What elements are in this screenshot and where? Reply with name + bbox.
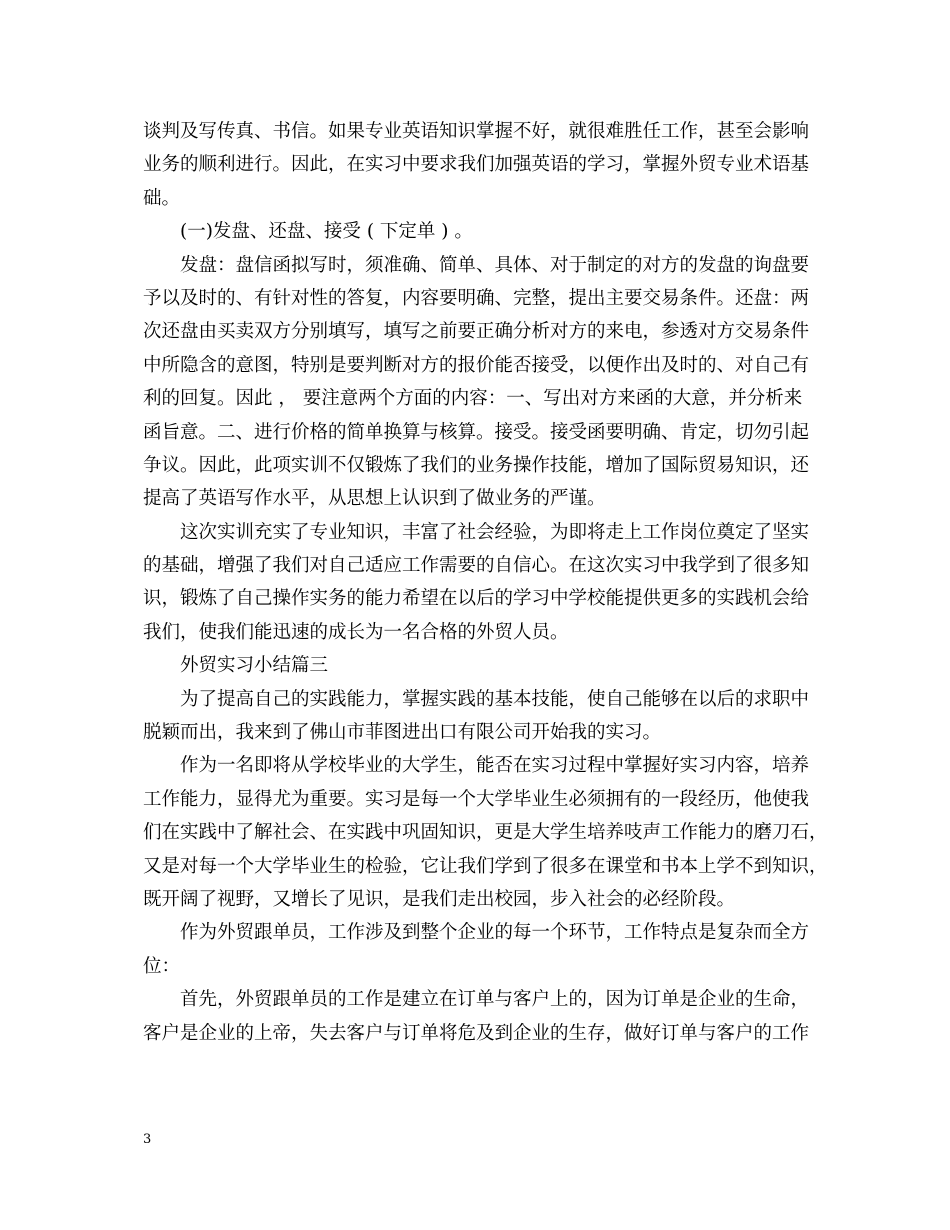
document-body	[143, 115, 828, 1050]
page-number: 3	[143, 1132, 152, 1147]
text-line: 中所隐含的意图，特别是要判断对方的报价能否接受，以便作出及时的、对自己有	[143, 354, 810, 376]
text-line: 首先，外贸跟单员的工作是建立在订单与客户上的，因为订单是企业的生命，	[180, 989, 810, 1011]
text-line: 这次实训充实了专业知识，丰富了社会经验，为即将走上工作岗位奠定了坚实	[180, 521, 810, 543]
text-line: 提高了英语写作水平，从思想上认识到了做业务的严谨。	[143, 488, 606, 510]
text-line: 作为外贸跟单员，工作涉及到整个企业的每一个环节，工作特点是复杂而全方	[180, 922, 810, 944]
text-line: 发盘：盘信函拟写时，须准确、简单、具体、对于制定的对方的发盘的询盘要	[180, 254, 810, 276]
text-line: 础。	[143, 187, 181, 209]
text-line: 争议。因此，此项实训不仅锻炼了我们的业务操作技能，增加了国际贸易知识，还	[143, 454, 810, 476]
text-line: 外贸实习小结篇三	[180, 655, 329, 677]
text-line: 谈判及写传真、书信。如果专业英语知识掌握不好，就很难胜任工作，甚至会影响	[143, 121, 810, 142]
text-line: 又是对每一个大学毕业生的检验，它让我们学到了很多在课堂和书本上学不到知识，	[143, 855, 828, 877]
text-line: 工作能力，显得尤为重要。实习是每一个大学毕业生必须拥有的一段经历，他使我	[143, 788, 810, 810]
text-line: 的基础，增强了我们对自己适应工作需要的自信心。在这次实习中我学到了很多知	[143, 555, 810, 577]
text-line: 业务的顺利进行。因此，在实习中要求我们加强英语的学习，掌握外贸专业术语基	[143, 154, 810, 176]
text-line: 我们，使我们能迅速的成长为一名合格的外贸人员。	[143, 621, 569, 643]
text-line: 予以及时的、有针对性的答复，内容要明确、完整，提出主要交易条件。还盘：两	[143, 287, 810, 309]
text-line: 们在实践中了解社会、在实践中巩固知识，更是大学生培养吱声工作能力的磨刀石，	[143, 822, 828, 844]
text-line: 函旨意。二、进行价格的简单换算与核算。接受。接受函要明确、肯定，切勿引起	[143, 421, 810, 443]
text-line: 识，锻炼了自己操作实务的能力希望在以后的学习中学校能提供更多的实践机会给	[143, 588, 810, 610]
text-line: 为了提高自己的实践能力，掌握实践的基本技能，使自己能够在以后的求职中	[180, 688, 810, 710]
text-line: 位：	[143, 955, 181, 977]
text-line: 利的回复。因此 ， 要注意两个方面的内容：一、写出对方来函的大意，并分析来	[143, 388, 803, 410]
text-line: 既开阔了视野，又增长了见识，是我们走出校园，步入社会的必经阶段。	[143, 888, 736, 910]
text-line: 脱颖而出，我来到了佛山市菲图进出口有限公司开始我的实习。	[143, 722, 662, 744]
text-line: 客户是企业的上帝，失去客户与订单将危及到企业的生存，做好订单与客户的工作	[143, 1022, 810, 1044]
text-line: (一)发盘、还盘、接受 ( 下定单 ) 。	[180, 221, 473, 243]
text-line: 次还盘由买卖双方分别填写，填写之前要正确分析对方的来电，参透对方交易条件	[143, 321, 810, 343]
text-line: 作为一名即将从学校毕业的大学生，能否在实习过程中掌握好实习内容，培养	[180, 755, 810, 777]
